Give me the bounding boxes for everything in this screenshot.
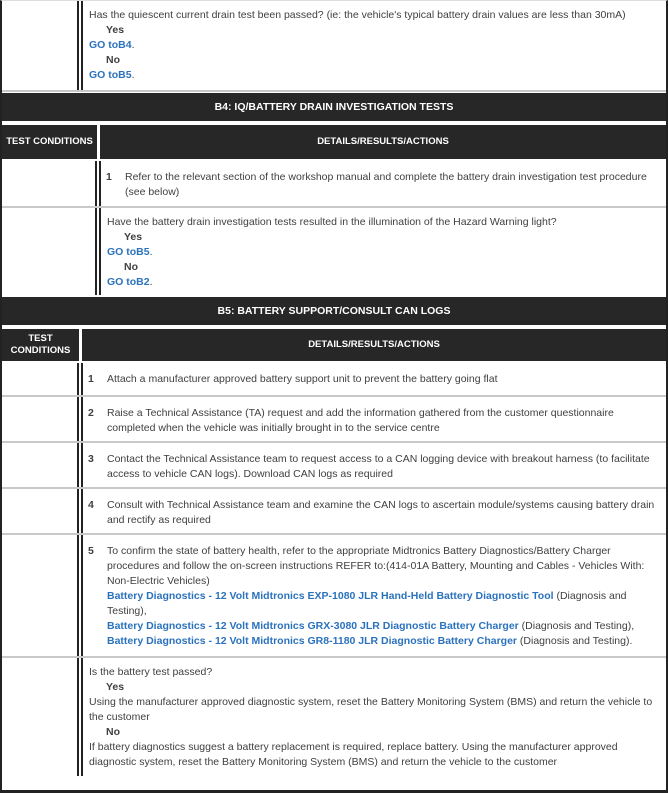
test-conditions-empty-cell bbox=[2, 397, 79, 441]
test-conditions-empty-cell bbox=[2, 363, 79, 395]
step-number: 1 bbox=[106, 171, 112, 183]
step-number: 4 bbox=[88, 499, 94, 511]
test-conditions-header: TEST CONDITIONS bbox=[2, 329, 79, 361]
test-conditions-empty-cell bbox=[2, 208, 97, 295]
test-conditions-empty-cell bbox=[2, 1, 79, 90]
answer-yes-label: Yes bbox=[106, 681, 125, 693]
step-text: Attach a manufacturer approved battery support unit to prevent the battery going flat bbox=[107, 373, 498, 385]
link-period: . bbox=[149, 246, 153, 258]
test-conditions-empty-cell bbox=[2, 489, 79, 533]
question-text: Have the battery drain investigation tests resulted in the illumination of the Hazard Warning light? bbox=[107, 216, 557, 228]
section-header-b4: B4: IQ/BATTERY DRAIN INVESTIGATION TESTS bbox=[2, 93, 666, 121]
question-text: Has the quiescent current drain test been passed? (ie: the vehicle's typical battery drain values are less than 30mA) bbox=[89, 9, 626, 21]
answer-no-label: No bbox=[124, 261, 138, 273]
test-conditions-header: TEST CONDITIONS bbox=[2, 125, 97, 159]
details-results-actions-header: DETAILS/RESULTS/ACTIONS bbox=[82, 329, 666, 361]
battery-diagnostics-grx-3080-link[interactable]: Battery Diagnostics - 12 Volt Midtronics GRX-3080 JLR Diagnostic Battery Charger bbox=[107, 620, 519, 632]
yes-action-text: Using the manufacturer approved diagnostic system, reset the Battery Monitoring System (BMS) and return the vehicle to the customer bbox=[89, 696, 653, 723]
step-text: Refer to the relevant section of the workshop manual and complete the battery drain investigation test procedure (see below) bbox=[125, 171, 647, 198]
step-text: Contact the Technical Assistance team to request access to a CAN logging device with breakout harness (to facilitate access to vehicle CAN logs). Download CAN logs as required bbox=[107, 453, 650, 480]
go-to-b2-link[interactable]: GO toB2 bbox=[107, 276, 150, 288]
go-to-b5-link[interactable]: GO toB5 bbox=[89, 69, 132, 81]
link-suffix: (Diagnosis and Testing), bbox=[518, 620, 635, 632]
test-conditions-empty-cell bbox=[2, 443, 79, 487]
table-row-b4-step1 bbox=[2, 161, 666, 206]
question-text: Is the battery test passed? bbox=[89, 666, 213, 678]
answer-yes-label: Yes bbox=[124, 231, 143, 243]
answer-no-label: No bbox=[106, 726, 120, 738]
table-row-b5-step4 bbox=[2, 487, 666, 533]
go-to-b4-link[interactable]: GO toB4 bbox=[89, 39, 132, 51]
battery-diagnostics-gr8-1180-link[interactable]: Battery Diagnostics - 12 Volt Midtronics GR8-1180 JLR Diagnostic Battery Charger bbox=[107, 635, 517, 647]
link-period: . bbox=[131, 69, 135, 81]
column-header-row-b5 bbox=[2, 329, 666, 361]
step-text: Raise a Technical Assistance (TA) request and add the information gathered from the customer questionnaire completed when the vehicle was initially brought in to the service centre bbox=[107, 407, 614, 434]
link-suffix: (Diagnosis and Testing). bbox=[517, 635, 633, 647]
column-header-row-b4 bbox=[2, 125, 666, 159]
no-action-text: If battery diagnostics suggest a battery replacement is required, replace battery. Using the manufacturer approved diagnostic system, reset the Battery Monitoring System (BMS) and return the vehicle to the customer bbox=[89, 741, 618, 768]
step-text: To confirm the state of battery health, refer to the appropriate Midtronics Battery Diagnostics/Battery Charger procedures and follow the on-screen instructions REFER to:(414-01A Battery, Mounting and Cables - Vehicles With: Non-Electric Vehicles) bbox=[107, 545, 645, 587]
table-row-b5-step3 bbox=[2, 441, 666, 487]
step-number: 5 bbox=[88, 545, 94, 557]
table-row-b5-final-question bbox=[2, 656, 666, 776]
link-period: . bbox=[149, 276, 153, 288]
step-number: 2 bbox=[88, 407, 94, 419]
go-to-b5-link[interactable]: GO toB5 bbox=[107, 246, 150, 258]
section-header-b5: B5: BATTERY SUPPORT/CONSULT CAN LOGS bbox=[2, 297, 666, 325]
step-number: 1 bbox=[88, 373, 94, 385]
answer-yes-label: Yes bbox=[106, 24, 125, 36]
table-row-b5-step2 bbox=[2, 395, 666, 441]
test-conditions-empty-cell bbox=[2, 535, 79, 656]
link-suffix: (Diagnosis and Testing), bbox=[107, 590, 627, 617]
step-number: 3 bbox=[88, 453, 94, 465]
table-row-b5-step5 bbox=[2, 533, 666, 656]
details-results-actions-header: DETAILS/RESULTS/ACTIONS bbox=[100, 125, 666, 159]
answer-no-label: No bbox=[106, 54, 120, 66]
test-conditions-empty-cell bbox=[2, 161, 97, 206]
table-row-quiescent-question bbox=[2, 1, 666, 92]
table-row-b5-step1 bbox=[2, 363, 666, 395]
link-period: . bbox=[131, 39, 135, 51]
table-row-b4-question bbox=[2, 206, 666, 295]
battery-diagnostics-exp-1080-link[interactable]: Battery Diagnostics - 12 Volt Midtronics EXP-1080 JLR Hand-Held Battery Diagnostic Tool bbox=[107, 590, 554, 602]
test-conditions-empty-cell bbox=[2, 658, 79, 776]
step-text: Consult with Technical Assistance team and examine the CAN logs to ascertain module/systems causing battery drain and rectify as required bbox=[107, 499, 655, 526]
